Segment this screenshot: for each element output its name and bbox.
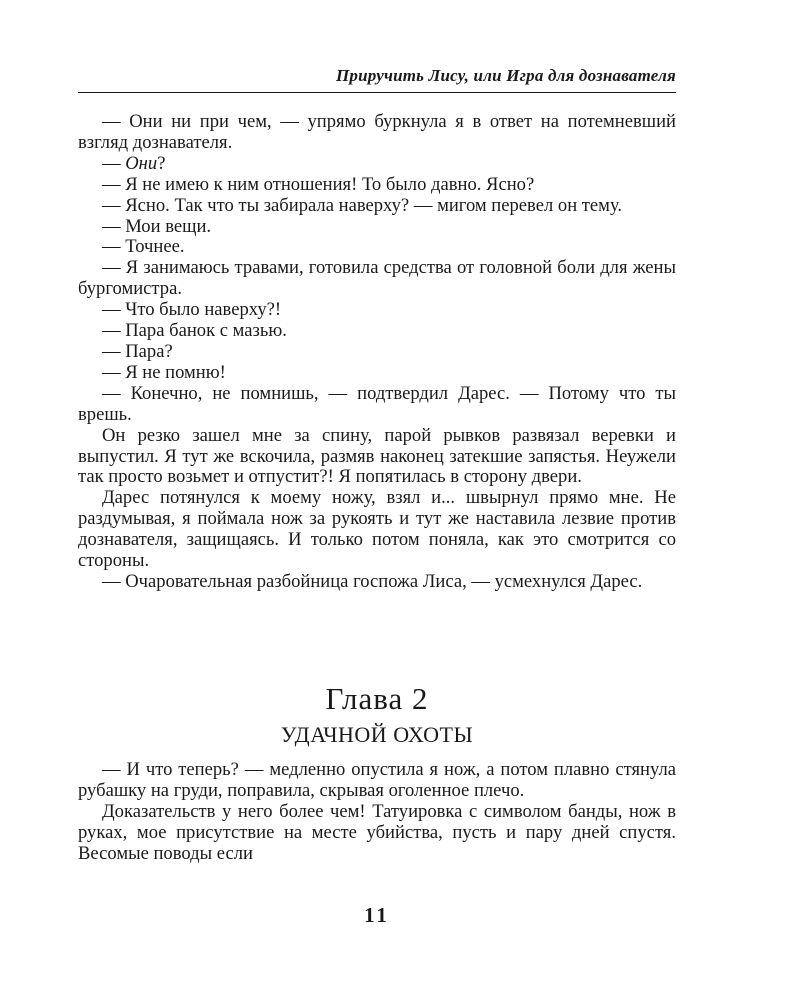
italic-word: Они <box>125 152 158 174</box>
question-mark: ? <box>157 152 166 174</box>
paragraph: — Я не помню! <box>102 361 226 383</box>
paragraph: — Я не имею к ним отношения! То было давно. Ясно? <box>102 173 535 195</box>
paragraph: — Конечно, не помнишь, — подтвердил Дарес. — Потому что ты врешь. <box>78 382 676 425</box>
paragraph: — И что теперь? — медленно опустила я нож, а потом плавно стянула рубашку на груди, поправила, скрывая оголенное плечо. <box>78 759 676 801</box>
paragraph: — Пара банок с мазью. <box>102 320 287 342</box>
paragraph: — Мои вещи. <box>102 215 212 237</box>
paragraph: Дарес потянулся к моему ножу, взял и... швырнул прямо мне. Не раздумывая, я поймала нож за рукоять и тут же наставила лезвие против дознавателя, защищаясь. И только потом поняла, как это смотрится со стороны. <box>78 487 676 572</box>
running-header: Приручить Лису, или Игра для дознавателя <box>335 66 676 85</box>
paragraph: — Точнее. <box>102 236 185 258</box>
paragraph <box>78 154 676 175</box>
paragraph: Он резко зашел мне за спину, парой рывков развязал веревки и выпустил. Я тут же вскочила, размяв наконец затекшие запястья. Неужели так просто возьмет и отпустит?! Я попятилась в сторону двери. <box>78 424 676 488</box>
paragraph: — Ясно. Так что ты забирала наверху? — мигом перевел он тему. <box>102 194 623 216</box>
paragraph: — Пара? <box>102 340 173 362</box>
paragraph: — Они ни при чем, — упрямо буркнула я в ответ на потемневший взгляд дознавателя. <box>78 111 676 153</box>
text-block-after-chapter <box>78 760 676 865</box>
paragraph: — Что было наверху?! <box>102 299 282 321</box>
paragraph: — Я занимаюсь травами, готовила средства от головной боли для жены бургомистра. <box>78 257 676 300</box>
header-rule <box>78 92 676 93</box>
dash-text: — <box>102 152 126 174</box>
page-number: 11 <box>364 903 390 927</box>
paragraph: — Очаровательная разбойница госпожа Лиса, — усмехнулся Дарес. <box>102 570 643 592</box>
chapter-title: Глава 2 <box>325 681 429 716</box>
chapter-subtitle: УДАЧНОЙ ОХОТЫ <box>280 722 474 747</box>
paragraph: Доказательств у него более чем! Татуировка с символом банды, нож в руках, мое присутствие на месте убийства, пусть и пару дней спустя. Весомые поводы если <box>78 800 676 864</box>
text-block-before-chapter <box>78 112 676 593</box>
